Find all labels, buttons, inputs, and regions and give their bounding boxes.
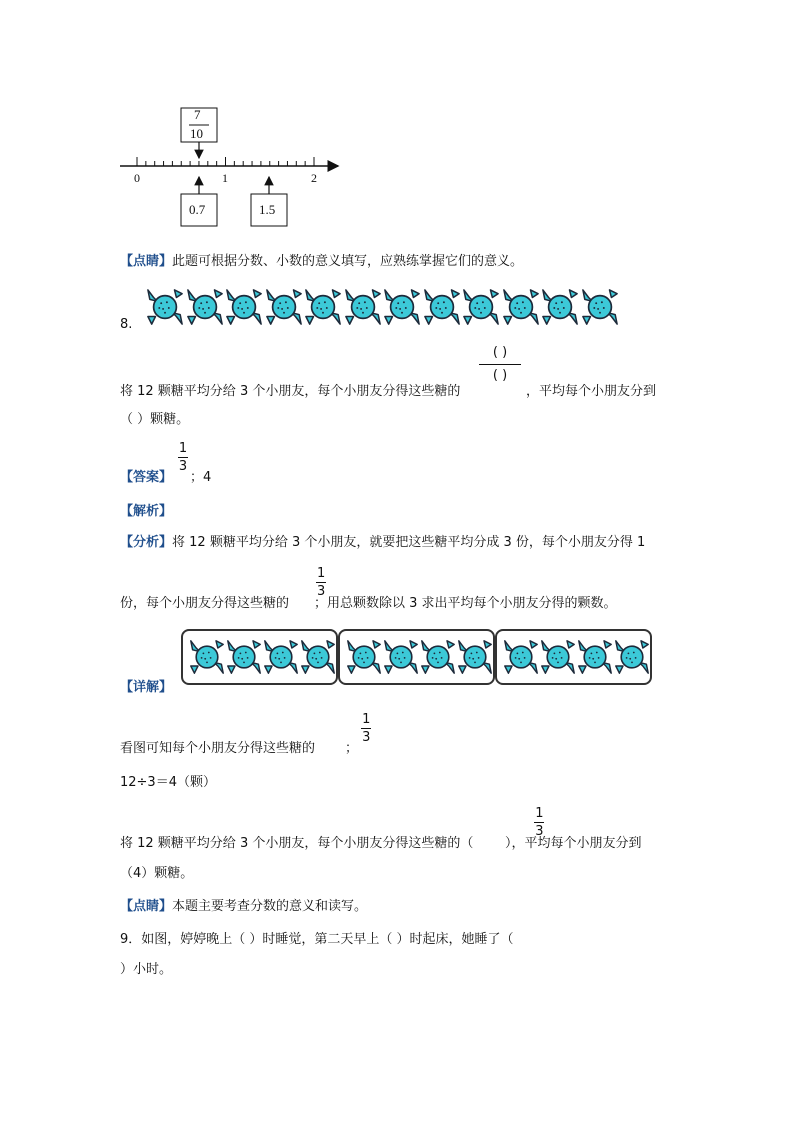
candy-icon	[146, 288, 184, 326]
candy	[263, 639, 299, 675]
candy-icon	[457, 639, 493, 675]
candy-icon	[186, 288, 224, 326]
candy-group-box	[181, 629, 338, 685]
candy	[577, 639, 613, 675]
fraction-blank	[479, 344, 521, 385]
candy-icon	[420, 639, 456, 675]
candy	[300, 639, 336, 675]
candy	[304, 288, 342, 326]
candy-icon	[502, 288, 540, 326]
fenxi-line1: 【分析】将 12 颗糖平均分给 3 个小朋友，就要把这些糖平均分成 3 份，每个小朋友分得 1	[120, 535, 646, 550]
blank-denominator: ( )	[492, 368, 508, 383]
answer-tag: 【答案】	[120, 470, 173, 485]
candy	[146, 288, 184, 326]
candy	[457, 639, 493, 675]
candy	[420, 639, 456, 675]
number-line-figure	[0, 0, 794, 240]
candy	[189, 639, 225, 675]
candy-icon	[540, 639, 576, 675]
bottom-box-value-2: 1.5	[259, 202, 276, 217]
question-number: 8.	[120, 317, 133, 332]
candy	[186, 288, 224, 326]
q9-line1: 9．如图，婷婷晚上（ ）时睡觉，第二天早上（ ）时起床，她睡了（	[120, 932, 514, 947]
fenxi-line2b: ；用总颗数除以 3 求出平均每个小朋友分得的颗数。	[314, 596, 617, 611]
q8-stem-line1	[120, 380, 460, 399]
number-line-ticks	[137, 157, 314, 166]
top-box-denominator: 10	[190, 126, 203, 141]
blank-numerator: ( )	[492, 345, 508, 360]
bottom-box-value-1: 0.7	[189, 202, 206, 217]
candy-icon	[462, 288, 500, 326]
axis-label-1: 1	[222, 171, 228, 185]
detail-line1a: 看图可知每个小朋友分得这些糖的	[120, 741, 316, 756]
candy-icon	[189, 639, 225, 675]
candy-icon	[577, 639, 613, 675]
tip-text: 此题可根据分数、小数的意义填写，应熟练掌握它们的意义。	[172, 254, 524, 269]
analysis-tag: 【解析】	[120, 504, 173, 519]
candy-icon	[614, 639, 650, 675]
top-box-numerator: 7	[194, 107, 201, 122]
detail-line2: 12÷3＝4（颗）	[120, 775, 216, 790]
detail-fraction-2: $\frac{1}{3}$	[535, 806, 544, 839]
candy-groups	[181, 629, 653, 685]
candy	[265, 288, 303, 326]
fenxi-line2a: 份，每个小朋友分得这些糖的	[120, 596, 290, 611]
candy	[581, 288, 619, 326]
detail-fraction: $\frac{1}{3}$	[362, 712, 371, 745]
detail-tag: 【详解】	[120, 680, 173, 695]
candy	[503, 639, 539, 675]
candy	[540, 639, 576, 675]
detail-line1b: ；	[345, 741, 359, 756]
stem-line2: （ ）颗糖。	[120, 412, 190, 427]
stem-text: 将 12 颗糖平均分给 3 个小朋友，每个小朋友分得这些糖的	[120, 384, 461, 399]
candy-icon	[225, 288, 263, 326]
candy-icon	[344, 288, 382, 326]
candy-icon	[265, 288, 303, 326]
candy-icon	[383, 288, 421, 326]
axis-label-0: 0	[134, 171, 140, 185]
candy-icon	[541, 288, 579, 326]
candy-row	[146, 288, 616, 328]
stem-text-2: ，平均每个小朋友分到	[526, 384, 657, 399]
candy	[423, 288, 461, 326]
candy	[344, 288, 382, 326]
candy-icon	[300, 639, 336, 675]
candy-icon	[226, 639, 262, 675]
candy	[502, 288, 540, 326]
answer-fraction: $\frac{1}{3}$	[178, 441, 188, 474]
candy-group-box	[495, 629, 652, 685]
candy-icon	[503, 639, 539, 675]
detail-line3b: ），平均每个小朋友分到	[505, 836, 642, 851]
candy-icon	[383, 639, 419, 675]
candy	[346, 639, 382, 675]
answer-line	[120, 466, 172, 485]
candy	[383, 639, 419, 675]
axis-label-2: 2	[311, 171, 317, 185]
candy	[226, 639, 262, 675]
candy	[462, 288, 500, 326]
candy-icon	[263, 639, 299, 675]
tip-tag: 【点睛】	[120, 254, 173, 269]
detail-line4: （4）颗糖。	[120, 866, 194, 881]
candy-group-box	[338, 629, 495, 685]
answer-rest: ；4	[190, 470, 212, 485]
candy	[614, 639, 650, 675]
candy	[225, 288, 263, 326]
candy	[383, 288, 421, 326]
q9-line2: ）小时。	[120, 962, 173, 977]
fenxi-fraction: $\frac{1}{3}$	[317, 566, 326, 599]
q8-tip: 【点睛】本题主要考查分数的意义和读写。	[120, 899, 368, 914]
candy	[541, 288, 579, 326]
q7-tip	[120, 250, 523, 269]
candy-icon	[581, 288, 619, 326]
candy-icon	[423, 288, 461, 326]
candy-icon	[304, 288, 342, 326]
detail-line3a: 将 12 颗糖平均分给 3 个小朋友，每个小朋友分得这些糖的（	[120, 836, 474, 851]
candy-icon	[346, 639, 382, 675]
